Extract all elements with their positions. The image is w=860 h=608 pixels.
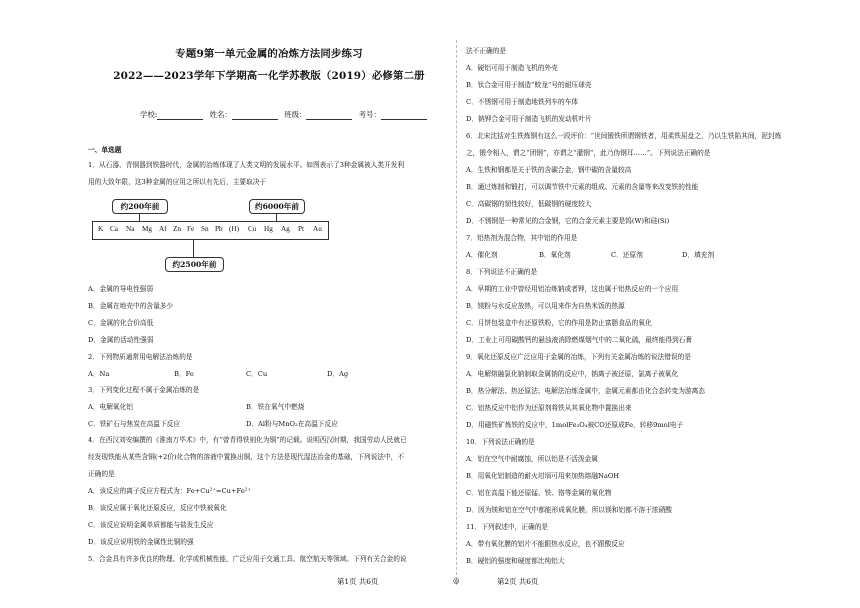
q4-option-b: B．该反应属于氧化还原反应，反应中铁被氧化 <box>88 504 227 512</box>
metal-symbol: Mg <box>142 225 152 233</box>
column-divider <box>456 40 457 585</box>
metal-symbol: Hg <box>264 225 273 233</box>
q8-option-a: A．早期的工业中曾经用铝冶炼钠或者钾，这也属于铝热反应的一个应用 <box>466 285 679 293</box>
q8-option-d: D．工业上可用碳酸钙的悬浊液消除燃煤烟气中的二氧化硫，最终能得到石膏 <box>466 336 693 344</box>
q5-option-b: B．钛合金可用于制造“蛟龙”号的耐压球壳 <box>466 81 592 89</box>
arrow-line-2500 <box>193 240 194 257</box>
q4-stem-line2: 经发现铁能从某些含铜(+2价)化合物的溶液中置换出铜，这个方法是现代湿法冶金的基础，下列说法中，不 <box>88 453 405 461</box>
metal-symbol: Zn <box>173 225 181 233</box>
metal-symbol: Ag <box>281 225 290 233</box>
q5-option-d: D．钠钾合金可用于制造飞机的发动机叶片 <box>466 115 592 123</box>
q5-stem-line2: 法不正确的是 <box>466 47 507 55</box>
doc-subtitle: 2022——2023学年下学期高一化学苏教版（2019）必修第二册 <box>113 70 425 82</box>
q4-option-d: D．该反应说明铁的金属性比铜的强 <box>88 538 194 546</box>
center-mark-icon: ◎ <box>453 576 460 585</box>
q10-option-a: A．铝在空气中耐腐蚀，所以铝是不活泼金属 <box>466 455 598 463</box>
q2-option-d: D．Ag <box>327 370 349 378</box>
q7-stem: 7．铝热剂为混合物，其中铝的作用是 <box>466 234 578 242</box>
q11-stem: 11．下列叙述中，正确的是 <box>466 523 549 531</box>
q9-option-c: C．铝热反应中铝作为还原剂将铁从其氧化物中置换出来 <box>466 404 632 412</box>
q4-option-a: A．该反应的离子反应方程式为：Fe+Cu²⁺=Cu+Fe²⁺ <box>88 487 251 495</box>
label-200-years: 约200年前 <box>112 199 168 214</box>
q5-stem-line1: 5．合金具有许多优良的物理、化学或机械性能，广泛应用于交通工具、航空航天等领域。下列有关合金的说 <box>88 555 407 563</box>
q3-option-d: D．Al粉与MnO₂在高温下反应 <box>246 420 338 428</box>
q8-option-c: C．月饼包装盒中有还原铁粉，它的作用是防止富脂食品的氧化 <box>466 319 652 327</box>
q11-option-a: A．带有氧化膜的铝片不能跟热水反应，也不跟酸反应 <box>466 540 625 548</box>
student-info <box>140 109 431 120</box>
q7-option-c: C．还原剂 <box>611 251 643 259</box>
q9-option-d: D．用磁铁矿炼铁的反应中，1molFe₃O₄被CO还原成Fe，转移9mol电子 <box>466 421 684 429</box>
metal-symbol: Al <box>159 225 167 233</box>
q6-option-b: B．通过炼制和锻打，可以调节铁中元素的组成、元素的含量等来改变铁的性能 <box>466 183 699 191</box>
q1-option-b: B．金属在地壳中的含量多少 <box>88 302 174 310</box>
q10-option-b: B．用氧化铝制造的耐火坩埚可用来加热熔融NaOH <box>466 472 620 480</box>
q7-option-d: D．填充剂 <box>682 251 715 259</box>
q3-option-c: C．铁矿石与焦炭在高温下反应 <box>88 420 181 428</box>
q10-option-c: C．铝在高温下能还原锰、铁、铬等金属的氧化物 <box>466 489 612 497</box>
page-number-right: 第2页 共6页 <box>497 577 539 586</box>
class-blank <box>306 111 352 120</box>
q10-option-d: D．因为镁和铝在空气中都能形成氧化膜，所以镁和铝都不溶于浓硝酸 <box>466 506 672 514</box>
q6-option-d: D．不锈钢是一种常见的合金钢，它的合金元素主要是钨(W)和硅(Si) <box>466 217 670 225</box>
q1-option-d: D．金属的活动性强弱 <box>88 336 154 344</box>
doc-title: 专题9第一单元金属的冶炼方法同步练习 <box>175 48 363 60</box>
q1-option-c: C．金属的化合价高低 <box>88 319 154 327</box>
q4-option-c: C．该反应说明金属单质都能与盐发生反应 <box>88 521 214 529</box>
q11-option-b: B．硬铝的强度和硬度都比纯铝大 <box>466 557 565 565</box>
q3-option-a: A．电解氧化铝 <box>88 403 133 411</box>
q3-stem: 3．下列变化过程不属于金属冶炼的是 <box>88 386 200 394</box>
q2-option-a: A．Na <box>88 370 110 378</box>
q5-option-c: C．不锈钢可用于制造地铁列车的车体 <box>466 98 579 106</box>
label-6000-years: 约6000年前 <box>249 199 305 214</box>
q2-stem: 2．下列物质通常用电解法冶炼的是 <box>88 353 193 361</box>
metal-symbol: Pb <box>215 225 223 233</box>
q10-stem: 10．下列说法正确的是 <box>466 438 535 446</box>
exam-no-label: 考号： <box>358 110 381 119</box>
q7-option-a: A．催化剂 <box>466 251 498 259</box>
metal-symbol: Ca <box>110 225 118 233</box>
class-label: 班级： <box>284 110 307 119</box>
metal-symbol: Pt <box>298 225 304 233</box>
label-2500-years: 约2500年前 <box>165 257 224 272</box>
q4-stem-line3: 正确的是 <box>88 470 115 478</box>
q5-option-a: A．硬铝可用于制造飞机的外壳 <box>466 64 558 72</box>
school-label: 学校: <box>140 110 158 119</box>
name-label: 姓名： <box>209 110 232 119</box>
q6-stem-line1: 6．北宋沈括对生铁炼钢有这么一段评价：“世间锻铁所谓钢铁者，用柔铁屈盘之，乃以生铁陷其间，泥封炼 <box>466 132 782 140</box>
q1-stem-line2: 用的大致年限，这3种金属的应用之所以有先后，主要取决于 <box>88 178 267 186</box>
q1-stem-line1: 1．从石器、青铜器到铁器时代，金属的冶炼体现了人类文明的发展水平。如图表示了3种金属被人类开发利 <box>88 161 405 169</box>
q7-option-b: B．氧化剂 <box>539 251 571 259</box>
metal-symbol: Cu <box>248 225 257 233</box>
q8-option-b: B．镁粉与水反应放热，可以用来作为自热米饭的热源 <box>466 302 625 310</box>
q6-option-c: C．高碳钢的韧性较好，低碳钢的硬度较大 <box>466 200 592 208</box>
metal-symbol: Sn <box>201 225 209 233</box>
q9-stem: 9．氧化还原反应广泛应用于金属的冶炼，下列有关金属冶炼的说法错误的是 <box>466 353 691 361</box>
q4-stem-line1: 4．在西汉刘安编撰的《淮南万毕术》中，有“曾青得铁则化为铜”的记载。说明西汉时期，我国劳动人民就已 <box>88 436 407 444</box>
metal-series-box <box>92 221 329 240</box>
name-blank <box>232 111 278 120</box>
q9-option-a: A．电解熔融氯化钠制取金属钠的反应中，钠离子被还原，氯离子被氧化 <box>466 370 679 378</box>
q9-option-b: B．热分解法、热还原法、电解法冶炼金属中，金属元素都由化合态转变为游离态 <box>466 387 705 395</box>
section-heading: 一、单选题 <box>88 146 122 154</box>
q8-stem: 8．下列说法不正确的是 <box>466 268 538 276</box>
q2-option-b: B．Fe <box>174 370 194 378</box>
q6-stem-line2: 之，锻令相入，谓之“团钢”，亦谓之“灌钢”，此乃伪钢耳……”。下列说法正确的是 <box>466 149 711 157</box>
page-number-left: 第1页 共6页 <box>337 577 379 586</box>
q6-option-a: A．生铁和钢都是关于铁的含碳合金，钢中碳的含量较高 <box>466 166 632 174</box>
q2-option-c: C．Cu <box>246 370 268 378</box>
metal-symbol: K <box>98 225 104 233</box>
school-blank <box>157 111 203 120</box>
q1-option-a: A．金属的导电性强弱 <box>88 285 154 293</box>
metal-symbol: Fe <box>187 225 195 233</box>
metal-symbol: (H) <box>229 225 239 233</box>
metal-symbol: Au <box>313 225 322 233</box>
metal-symbol: Na <box>126 225 135 233</box>
q3-option-b: B．铁在氧气中燃烧 <box>246 403 305 411</box>
exam-no-blank <box>381 111 427 120</box>
